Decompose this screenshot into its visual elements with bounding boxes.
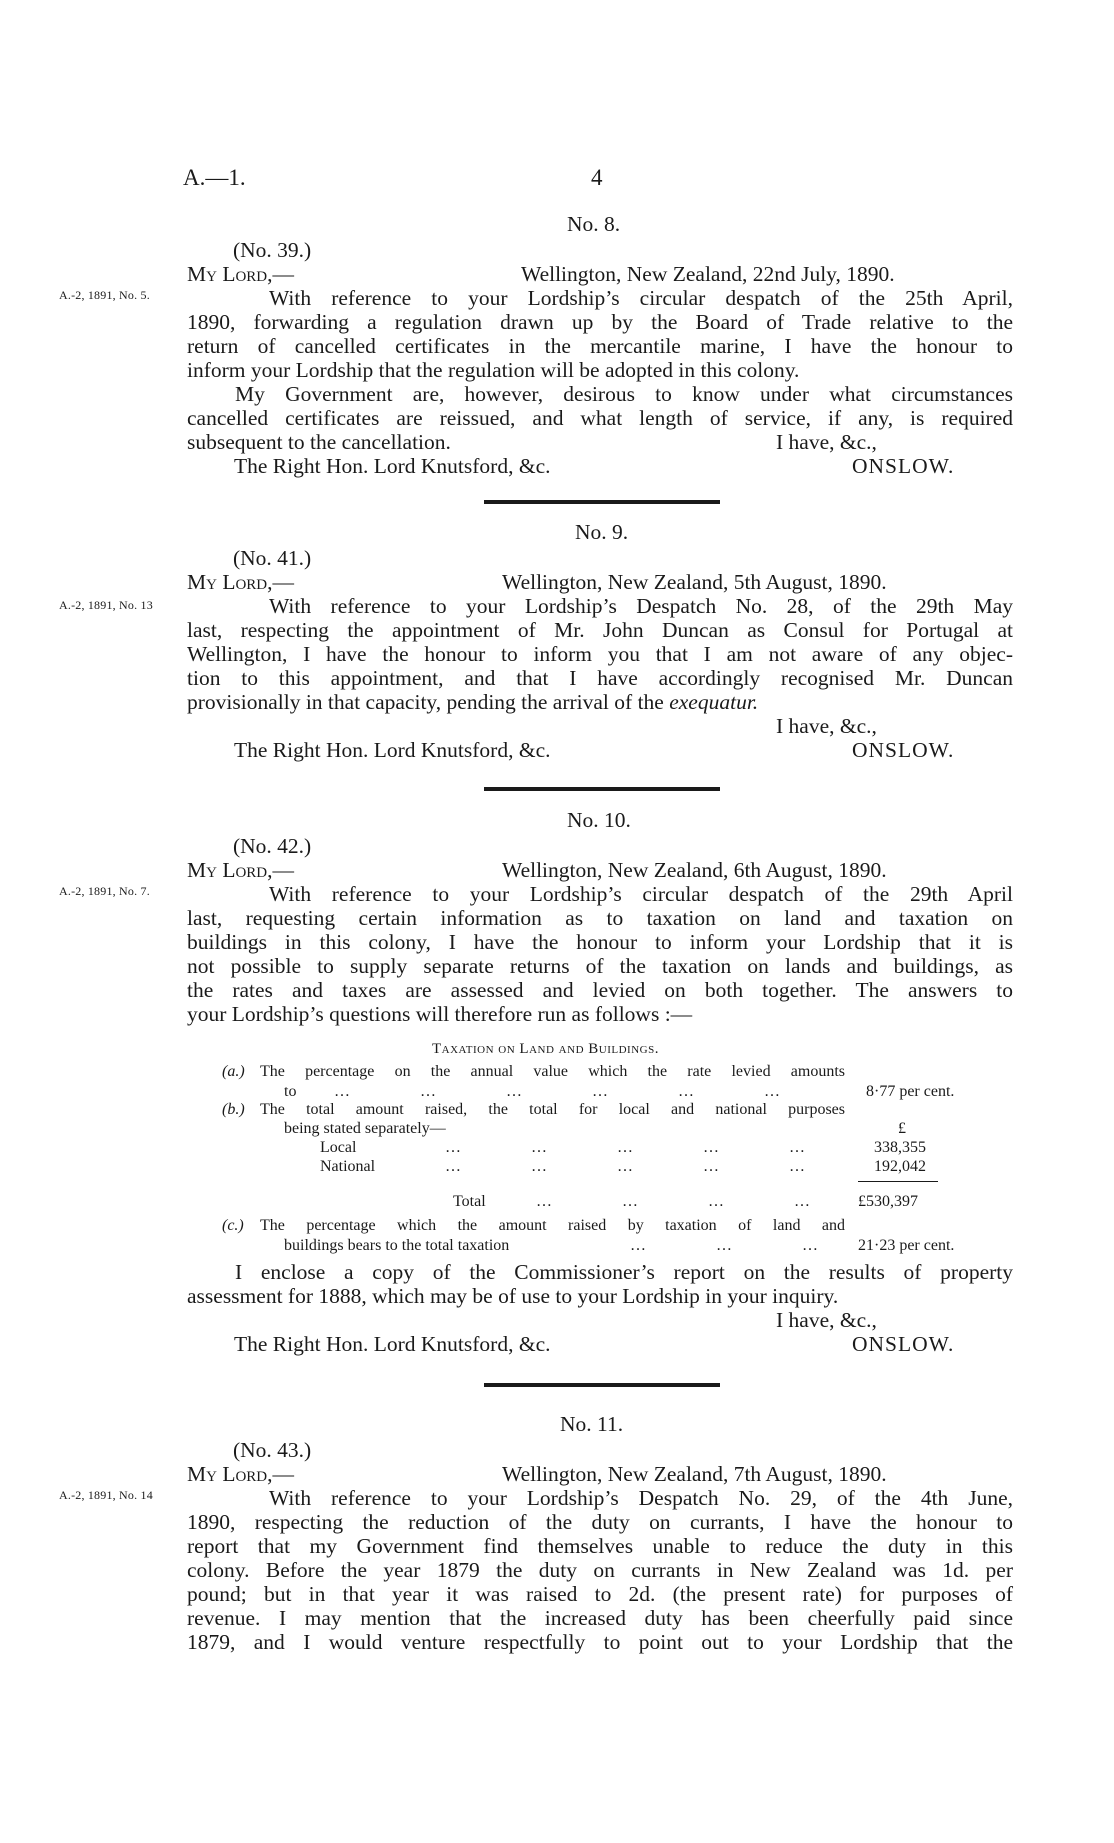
item-b-text-cont: being stated separately—: [284, 1120, 446, 1137]
sum-rule: [858, 1181, 938, 1182]
item-a-text: The percentage on the annual value which the rate levied amounts: [260, 1063, 845, 1080]
body-line: With reference to your Lordship’s circular despatch of the 29th April: [269, 882, 1013, 906]
letter-ref: (No. 43.): [233, 1438, 312, 1462]
body-line: My Government are, however, desirous to know under what circumstances: [235, 382, 1013, 406]
margin-reference: A.-2, 1891, No. 13: [59, 598, 153, 612]
item-label-b: (b.): [222, 1101, 245, 1118]
salutation: My Lord,—: [187, 1462, 295, 1486]
body-line: [187, 690, 1013, 714]
letter-body: [187, 594, 1013, 714]
dateline: Wellington, New Zealand, 22nd July, 1890.: [521, 262, 895, 286]
closing: I have, &c.,: [776, 714, 877, 738]
dateline: Wellington, New Zealand, 6th August, 1890.: [502, 858, 887, 882]
currency-symbol: £: [898, 1120, 906, 1137]
margin-reference: A.-2, 1891, No. 5.: [59, 288, 150, 302]
body-line: last, respecting the appointment of Mr. John Duncan as Consul for Portugal at: [187, 618, 1013, 642]
item-c-text: The percentage which the amount raised by taxation of land and: [260, 1217, 845, 1234]
local-label: Local: [320, 1139, 357, 1156]
body-line-text: provisionally in that capacity, pending the arrival of the: [187, 690, 670, 714]
leader-dots: … … …: [630, 1237, 820, 1254]
body-line: buildings in this colony, I have the honour to inform your Lordship that it is: [187, 930, 1013, 954]
salutation: My Lord,—: [187, 262, 295, 286]
closing: I have, &c.,: [776, 1308, 877, 1332]
body-line: revenue. I may mention that the increased duty has been cheerfully paid since: [187, 1606, 1013, 1630]
letter-heading: No. 9.: [575, 520, 629, 544]
signature: ONSLOW.: [852, 454, 955, 478]
body-line: inform your Lordship that the regulation will be adopted in this colony.: [187, 358, 800, 382]
body-line: 1879, and I would venture respectfully to point out to your Lordship that the: [187, 1630, 1013, 1654]
body-line: last, requesting certain information as to taxation on land and taxation on: [187, 906, 1013, 930]
dateline: Wellington, New Zealand, 5th August, 1890.: [502, 570, 887, 594]
national-label: National: [320, 1158, 376, 1175]
series-code: A.—1.: [183, 165, 246, 190]
italic-word: exequatur.: [669, 690, 759, 714]
item-a-value: 8·77 per cent.: [866, 1083, 955, 1100]
body-line: return of cancelled certificates in the mercantile marine, I have the honour to: [187, 334, 1013, 358]
item-c-text-cont: buildings bears to the total taxation: [284, 1237, 510, 1254]
section-divider: [484, 787, 720, 791]
body-line: cancelled certificates are reissued, and what length of service, if any, is required: [187, 406, 1013, 430]
signature: ONSLOW.: [852, 1332, 955, 1356]
total-value: £530,397: [858, 1193, 918, 1210]
letter-ref: (No. 41.): [233, 546, 312, 570]
body-line: your Lordship’s questions will therefore run as follows :—: [187, 1002, 693, 1026]
table-title: Taxation on Land and Buildings.: [432, 1041, 659, 1057]
letter-body: [187, 882, 1013, 1026]
leader-dots: … … … …: [536, 1193, 812, 1210]
item-label-a: (a.): [222, 1063, 245, 1080]
letter-ref: (No. 42.): [233, 834, 312, 858]
addressee: The Right Hon. Lord Knutsford, &c.: [234, 454, 551, 478]
letter-heading: No. 8.: [567, 212, 621, 236]
body-line: report that my Government find themselves unable to reduce the duty in this: [187, 1534, 1013, 1558]
letter-heading: No. 10.: [567, 808, 631, 832]
margin-reference: A.-2, 1891, No. 14: [59, 1488, 153, 1502]
item-b-text: The total amount raised, the total for local and national purposes: [260, 1101, 845, 1118]
body-line: 1890, respecting the reduction of the duty on currants, I have the honour to: [187, 1510, 1013, 1534]
dateline: Wellington, New Zealand, 7th August, 1890.: [502, 1462, 887, 1486]
body-line: With reference to your Lordship’s circular despatch of the 25th April,: [269, 286, 1013, 310]
letter-ref: (No. 39.): [233, 238, 312, 262]
addressee: The Right Hon. Lord Knutsford, &c.: [234, 1332, 551, 1356]
local-value: 338,355: [874, 1139, 926, 1156]
body-line: tion to this appointment, and that I have accordingly recognised Mr. Duncan: [187, 666, 1013, 690]
margin-reference: A.-2, 1891, No. 7.: [59, 884, 150, 898]
letter-body: [187, 286, 1013, 454]
body-line: 1890, forwarding a regulation drawn up by the Board of Trade relative to the: [187, 310, 1013, 334]
body-line: With reference to your Lordship’s Despatch No. 28, of the 29th May: [269, 594, 1013, 618]
signature: ONSLOW.: [852, 738, 955, 762]
body-line: pound; but in that year it was raised to 2d. (the present rate) for purposes of: [187, 1582, 1013, 1606]
body-line: subsequent to the cancellation.: [187, 430, 451, 454]
leader-dots: … … … … …: [445, 1139, 807, 1156]
national-value: 192,042: [874, 1158, 926, 1175]
letter-body: [187, 1486, 1013, 1654]
total-label: Total: [453, 1193, 486, 1210]
section-divider: [484, 1383, 720, 1387]
body-line: assessment for 1888, which may be of use to your Lordship in your inquiry.: [187, 1284, 839, 1308]
letter-body-continued: [187, 1260, 1013, 1308]
page-number: 4: [591, 165, 603, 190]
leader-dots: … … … … … …: [334, 1083, 782, 1100]
body-line: the rates and taxes are assessed and levied on both together. The answers to: [187, 978, 1013, 1002]
body-line: With reference to your Lordship’s Despatch No. 29, of the 4th June,: [269, 1486, 1013, 1510]
section-divider: [484, 500, 720, 504]
letter-heading: No. 11.: [560, 1412, 624, 1436]
body-line: Wellington, I have the honour to inform you that I am not aware of any objec-: [187, 642, 1013, 666]
leader-dots: … … … … …: [445, 1158, 807, 1175]
body-line: I enclose a copy of the Commissioner’s report on the results of property: [235, 1260, 1013, 1284]
body-line: not possible to supply separate returns of the taxation on lands and buildings, as: [187, 954, 1013, 978]
salutation: My Lord,—: [187, 858, 295, 882]
item-a-text-cont: to: [284, 1083, 297, 1100]
item-c-value: 21·23 per cent.: [858, 1237, 955, 1254]
body-line: colony. Before the year 1879 the duty on currants in New Zealand was 1d. per: [187, 1558, 1013, 1582]
item-label-c: (c.): [222, 1217, 244, 1234]
closing: I have, &c.,: [776, 430, 877, 454]
salutation: My Lord,—: [187, 570, 295, 594]
addressee: The Right Hon. Lord Knutsford, &c.: [234, 738, 551, 762]
